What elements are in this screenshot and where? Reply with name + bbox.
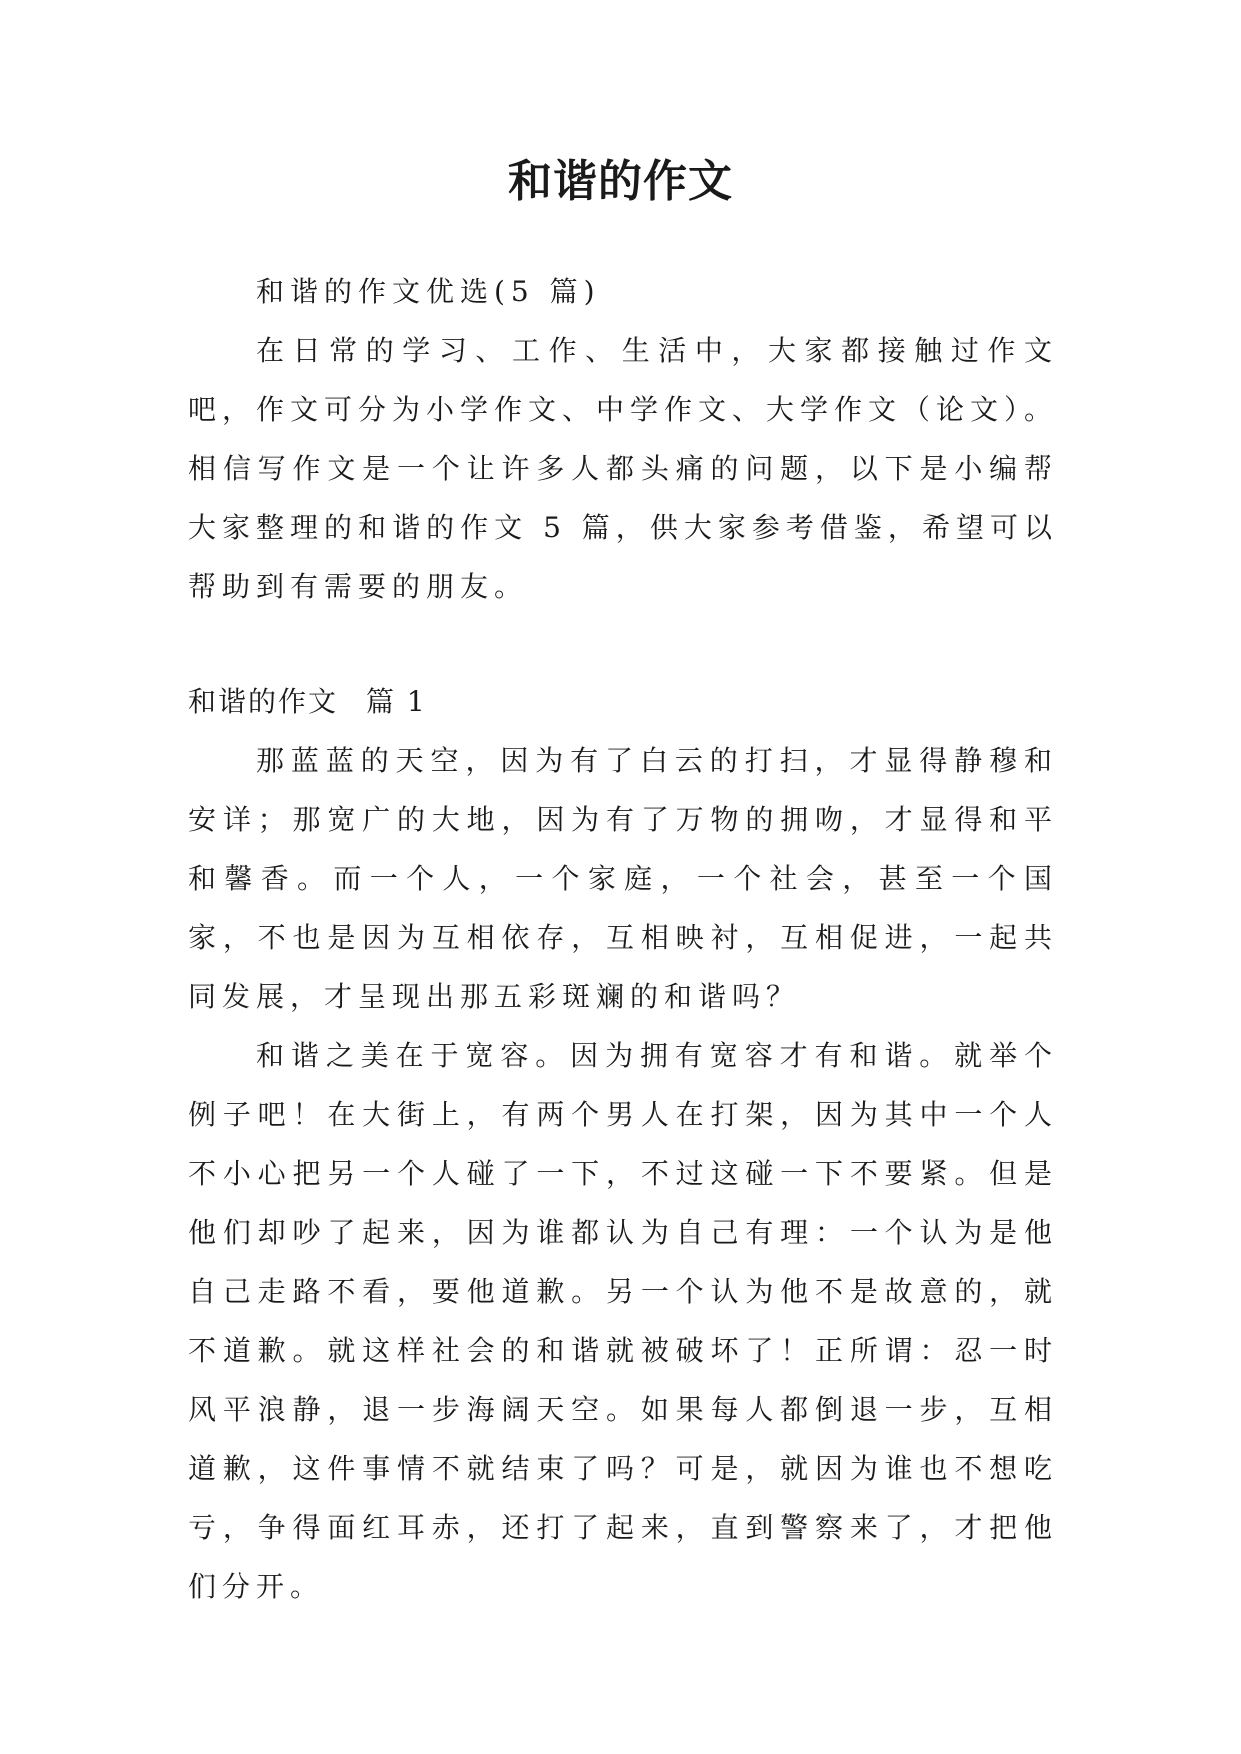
- body-paragraph-2: 和谐之美在于宽容。因为拥有宽容才有和谐。就举个例子吧！在大街上，有两个男人在打架，因为其中一个人不小心把另一个人碰了一下，不过这碰一下不要紧。但是他们却吵了起来，因为谁都认为自己有理：一个认为是他自己走路不看，要他道歉。另一个认为他不是故意的，就不道歉。就这样社会的和谐就被破坏了！正所谓：忍一时风平浪静，退一步海阔天空。如果每人都倒退一步，互相道歉，这件事情不就结束了吗？可是，就因为谁也不想吃亏，争得面红耳赤，还打了起来，直到警察来了，才把他们分开。: [188, 1039, 1058, 1603]
- section-heading-title: 和谐的作文: [188, 685, 339, 718]
- section-heading-number: 篇 1: [366, 685, 427, 718]
- document-subtitle: 和谐的作文优选(5 篇): [256, 275, 601, 308]
- body-paragraph-1: 那蓝蓝的天空，因为有了白云的打扫，才显得静穆和安详；那宽广的大地，因为有了万物的拥吻，才显得和平和馨香。而一个人，一个家庭，一个社会，甚至一个国家，不也是因为互相依存，互相映衬，互相促进，一起共同发展，才呈现出那五彩斑斓的和谐吗？: [188, 744, 1058, 1013]
- document-title: 和谐的作文: [508, 156, 733, 207]
- intro-paragraph: 在日常的学习、工作、生活中，大家都接触过作文吧，作文可分为小学作文、中学作文、大学作文（论文）。相信写作文是一个让许多人都头痛的问题，以下是小编帮大家整理的和谐的作文 5 篇，供大家参考借鉴，希望可以帮助到有需要的朋友。: [188, 334, 1059, 603]
- document-body: [188, 262, 1058, 1616]
- section-heading: [188, 672, 1058, 731]
